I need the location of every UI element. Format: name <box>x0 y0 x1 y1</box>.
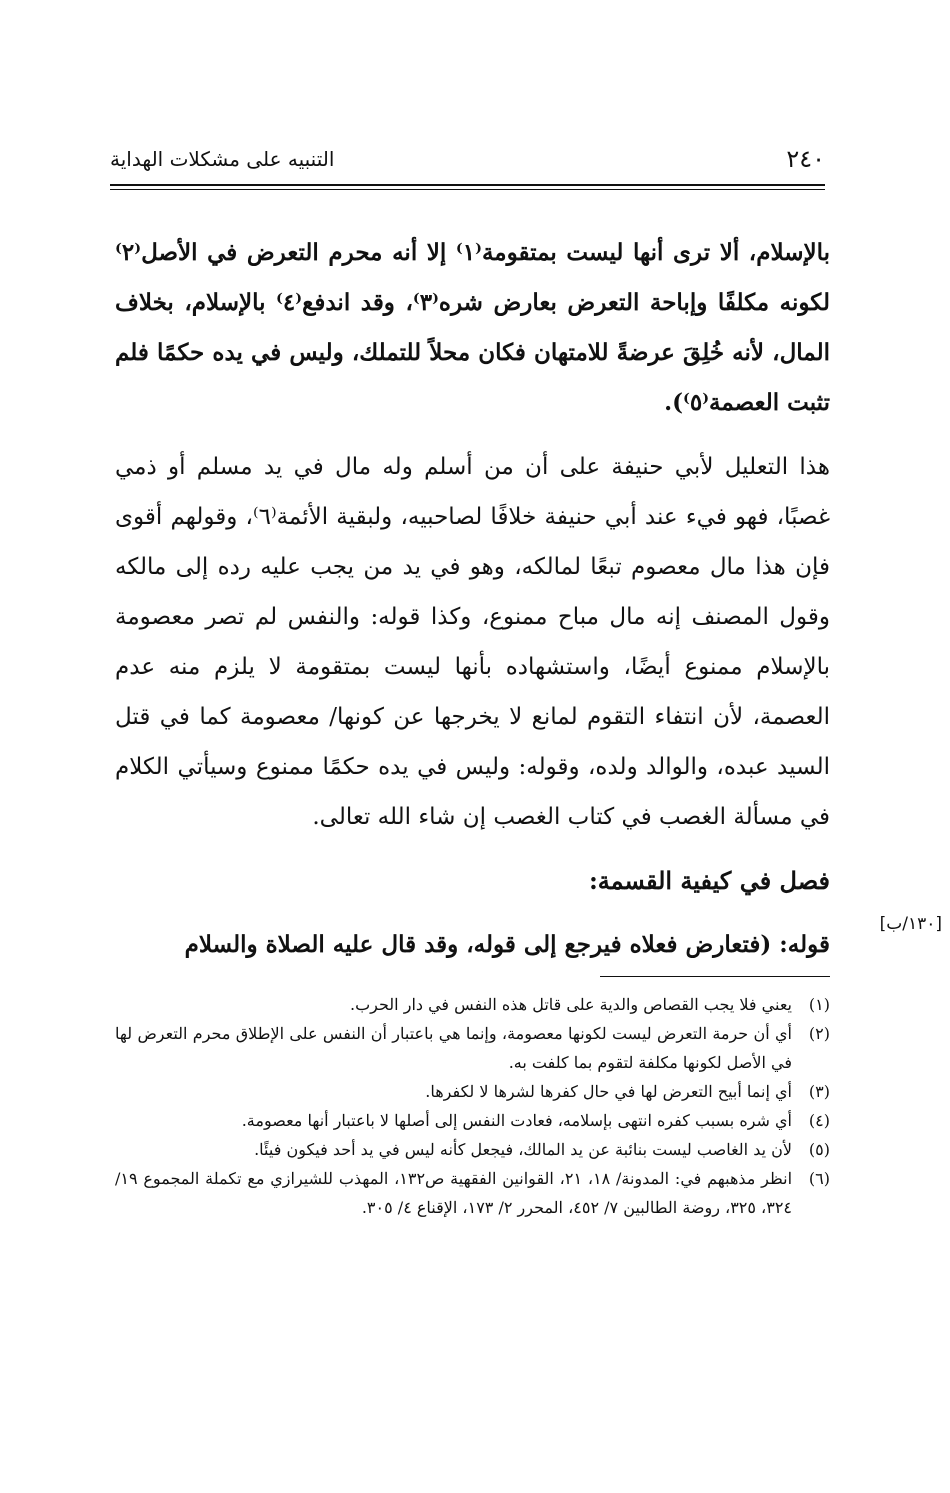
footnote-number: (٤) <box>808 1111 830 1130</box>
footnote-rule <box>600 976 830 977</box>
header-rule-thin <box>110 189 825 190</box>
footnote-text: أي إنما أبيح التعرض لها في حال كفرها لشرها لا لكفرها. <box>425 1082 792 1101</box>
footnote <box>115 1135 830 1164</box>
footnote-text: أي أن حرمة التعرض ليست لكونها معصومة، وإنما هي باعتبار أن النفس على الإطلاق محرم التعرض لها في الأصل لكونها مكلفة لتقوم بما كلفت به. <box>115 1024 792 1072</box>
main-text <box>115 228 942 970</box>
footnote-text: انظر مذهبهم في: المدونة/ ١٨، ٢١، القوانين الفقهية ص١٣٢، المهذب للشيرازي مع تكملة المجموع ١٩/ ٣٢٤، ٣٢٥، روضة الطالبين ٧/ ٤٥٢، المحرر ٢/ ١٧٣، الإقناع ٤/ ٣٠٥. <box>115 1169 793 1217</box>
footnote <box>115 1106 830 1135</box>
manuscript-folio-note: [١٣٠/ب] <box>879 914 942 934</box>
footnote-number: (٢) <box>808 1024 830 1043</box>
footnotes <box>115 990 830 1222</box>
footnote <box>115 1164 830 1222</box>
section-heading: فصل في كيفية القسمة: <box>588 866 830 895</box>
footnote-number: (٣) <box>808 1082 830 1101</box>
footnote-text: يعني فلا يجب القصاص والدية على قاتل هذه النفس في دار الحرب. <box>350 995 792 1014</box>
footnote-text: أي شره بسبب كفره انتهى بإسلامه، فعادت النفس إلى أصلها لا باعتبار أنها معصومة. <box>241 1111 792 1130</box>
footnote-number: (٥) <box>808 1140 830 1159</box>
footnote <box>115 1019 830 1077</box>
running-title: التنبيه على مشكلات الهداية <box>110 147 335 171</box>
header-rule-thick <box>110 184 825 186</box>
footnote-number: (٦) <box>808 1169 830 1188</box>
footnote-number: (١) <box>808 995 830 1014</box>
paragraph-quoted-text: بالإسلام، ألا ترى أنها ليست بمتقومة⁽١⁾ إلا أنه محرم التعرض في الأصل⁽٢⁾ لكونه مكلفًا وإباحة التعرض بعارض شره⁽٣⁾، وقد اندفع⁽٤⁾ بالإسلام، بخلاف المال، لأنه خُلِقَ عرضةً للامتهان فكان محلاً للتملك، وليس في يده حكمًا فلم تثبت العصمة⁽٥⁾). <box>115 239 830 416</box>
footnote <box>115 1077 830 1106</box>
footnote <box>115 990 830 1019</box>
footnote-text: لأن يد الغاصب ليست بنائبة عن يد المالك، فيجعل كأنه ليس في يد أحد فيكون فيئًا. <box>254 1140 792 1159</box>
quote-line: قوله: (فتعارض فعلاه فيرجع إلى قوله، وقد قال عليه الصلاة والسلام <box>184 931 830 958</box>
page-header <box>110 145 825 185</box>
page-number: ٢٤٠ <box>786 145 825 173</box>
paragraph-commentary: هذا التعليل لأبي حنيفة على أن من أسلم وله مال في يد مسلم أو ذمي غصبًا، فهو فيء عند أبي حنيفة خلافًا لصاحبيه، ولبقية الأئمة⁽٦⁾، وقولهم أقوى فإن هذا مال معصوم تبعًا لمالكه، وهو في يد من يجب عليه رده إلى مالكه وقول المصنف إنه مال مباح ممنوع، وكذا قوله: والنفس لم تصر معصومة بالإسلام ممنوع أيضًا، واستشهاده بأنها ليست بمتقومة لا يلزم منه عدم العصمة، لأن انتفاء التقوم لمانع لا يخرجها عن كونها/ معصومة كما في قتل السيد عبده، والوالد ولده، وقوله: وليس في يده حكمًا ممنوع وسيأتي الكلام في مسألة الغصب في كتاب الغصب إن شاء الله تعالى. <box>115 454 830 830</box>
